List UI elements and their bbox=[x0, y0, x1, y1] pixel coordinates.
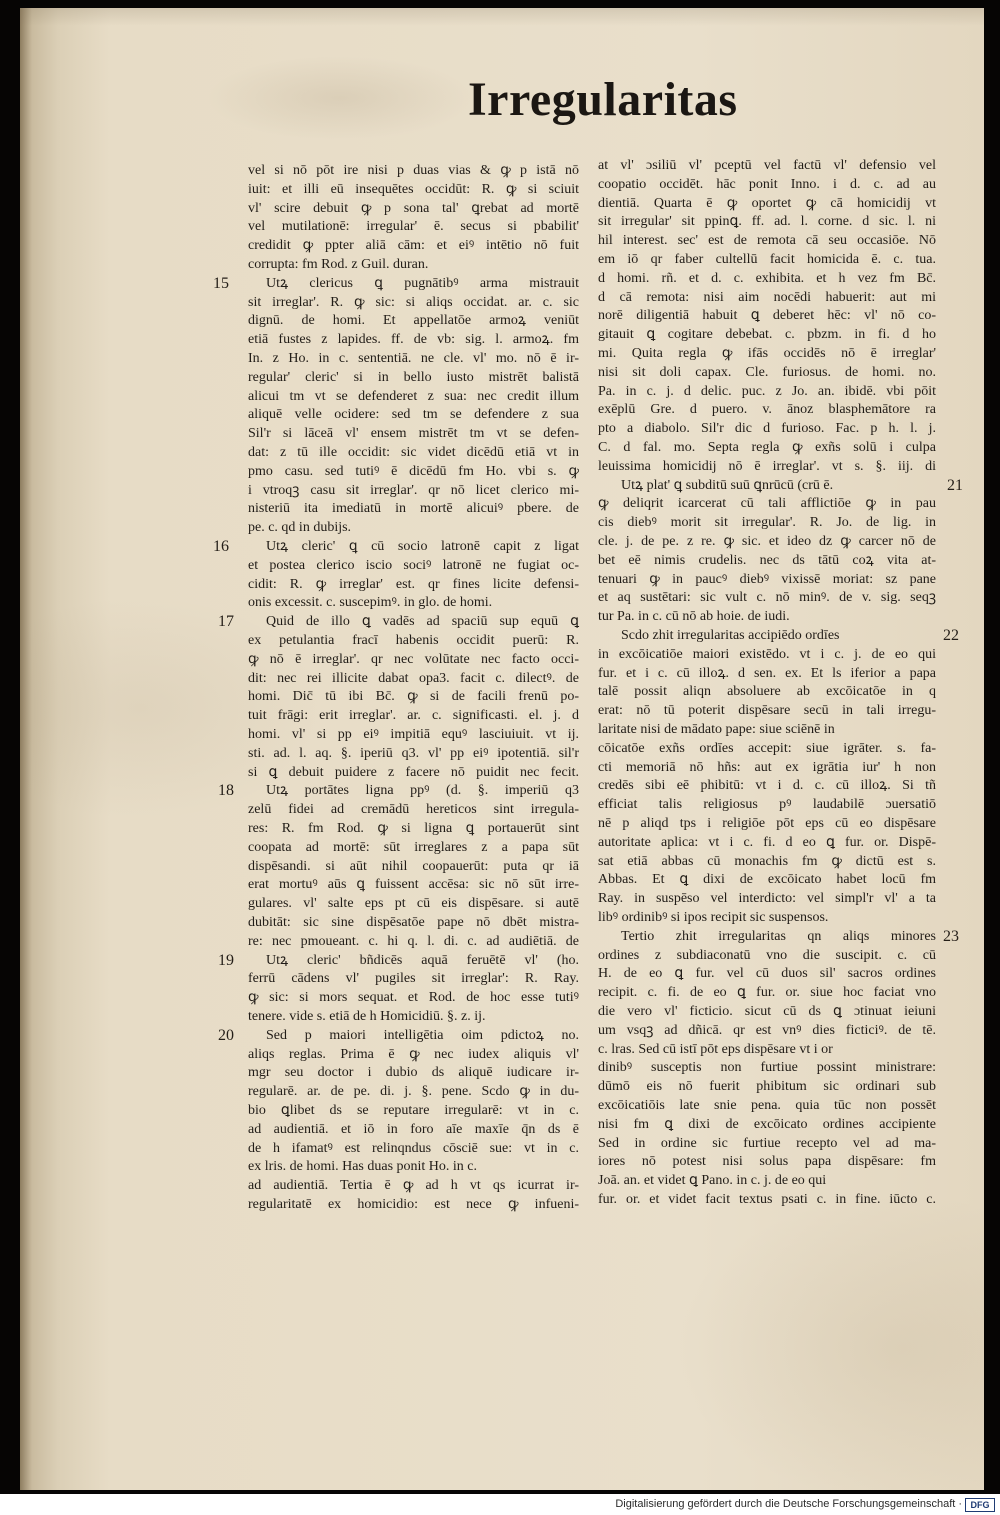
line-text: iores nō potest nisi solus papa dispēsare: fm bbox=[598, 1154, 936, 1170]
line-text: bet eē nimis crudelis. nec ds tātū coꝝ vita at- bbox=[598, 552, 936, 568]
text-line bbox=[248, 482, 580, 501]
text-line bbox=[248, 933, 580, 952]
line-text: dispēsandi. si aūt nihil coopauerūt: puta qr iā bbox=[248, 858, 579, 874]
text-line bbox=[598, 815, 937, 834]
text-line bbox=[248, 1046, 580, 1065]
text-line bbox=[598, 1191, 937, 1210]
text-line bbox=[248, 275, 580, 294]
text-line bbox=[598, 514, 937, 533]
text-line bbox=[248, 726, 580, 745]
text-line bbox=[248, 651, 580, 670]
text-line bbox=[248, 463, 580, 482]
margin-number: 20 bbox=[218, 1027, 234, 1044]
text-line bbox=[598, 777, 937, 796]
text-line bbox=[598, 495, 937, 514]
text-line bbox=[598, 1003, 937, 1022]
line-text: de h ifamatꝰ est relinqndus cōsciē sue: vt in c. bbox=[248, 1140, 579, 1156]
text-column-left bbox=[248, 162, 580, 1215]
line-text: Scdo zhit irregularitas accipiēdo ordīes bbox=[621, 628, 840, 643]
text-line bbox=[248, 237, 580, 256]
text-line bbox=[248, 782, 580, 801]
line-text: onis excessit. c. suscepimꝰ. in glo. de homi. bbox=[248, 595, 493, 611]
text-line bbox=[598, 1116, 937, 1135]
text-line bbox=[248, 1008, 580, 1027]
line-text: fur. et i c. cū illoꝝ. d sen. ex. Et ls iferior a papa bbox=[598, 665, 936, 681]
text-line bbox=[248, 425, 580, 444]
line-text: coopata ad mortē: sūt irreglares z a papa sūt bbox=[248, 839, 579, 855]
line-text: Utꝝ clericus ꝗ pugnātibꝰ arma mistrauit bbox=[266, 275, 579, 291]
footer-separator: · bbox=[958, 1498, 962, 1510]
line-text: gitauit ꝗ cogitare debebat. c. pbzm. in fi. d ho bbox=[598, 327, 936, 343]
text-line bbox=[598, 853, 937, 872]
text-line bbox=[248, 1027, 580, 1046]
text-line bbox=[598, 1022, 937, 1041]
text-line bbox=[248, 952, 580, 971]
text-line bbox=[248, 181, 580, 200]
text-line bbox=[248, 1121, 580, 1140]
text-line bbox=[598, 683, 937, 702]
line-text: exēplū Gre. d puero. v. ānoz blasphemātore ra bbox=[598, 402, 936, 418]
text-line bbox=[248, 331, 580, 350]
text-line bbox=[248, 801, 580, 820]
text-line bbox=[598, 307, 937, 326]
text-line bbox=[248, 557, 580, 576]
text-line bbox=[248, 388, 580, 407]
text-line bbox=[598, 740, 937, 759]
line-text: ꝙ deliqrit icarcerat cū tali afflictiōe ꝙ in pau bbox=[598, 496, 936, 512]
text-line bbox=[598, 646, 937, 665]
line-text: efficiat talis religiosus pꝰ laudabilē ɔuersatiō bbox=[598, 797, 936, 813]
text-line bbox=[248, 839, 580, 858]
text-line bbox=[598, 965, 937, 984]
line-text: libꝰ ordinibꝰ si ipos recipit sic suspensos. bbox=[598, 910, 829, 925]
line-text: hil interest. sec' est de remota cā seu occasiōe. Nō bbox=[598, 233, 936, 249]
line-text: dūmō eis nō fuerit phibitum sic ordinari sub bbox=[598, 1079, 936, 1095]
line-text: dinibꝰ susceptis non furtiue possint ministrare: bbox=[598, 1060, 936, 1076]
line-text: tuit frāgi: erit irreglar'. ar. c. significasti. el. j. d bbox=[248, 708, 579, 724]
text-line bbox=[598, 1041, 937, 1060]
text-line bbox=[248, 538, 580, 557]
line-text: mi. Quita regla ꝙ ifās occidēs nō ē irreglar' bbox=[598, 346, 936, 361]
line-text: pto a diabolo. Sil'r dic d furioso. Fac. p h. l. j. bbox=[598, 421, 936, 437]
text-line bbox=[598, 834, 937, 853]
footer-credit-text: Digitalisierung gefördert durch die Deutsche Forschungsgemeinschaft bbox=[615, 1498, 956, 1510]
line-text: vel si nō pōt ire nisi p duas vias & ꝙ p istā nō bbox=[248, 163, 579, 178]
line-text: ad audientiā. Tertia ē ꝙ ad h vt qs icurrat ir- bbox=[248, 1178, 579, 1194]
text-line bbox=[598, 1153, 937, 1172]
text-line bbox=[598, 552, 937, 571]
line-text: ferrū cādens vl' pugiles sit irreglar': R. Ray. bbox=[248, 971, 579, 987]
line-text: alicui tm vt se defenderet z sua: nec credit illum bbox=[248, 388, 579, 404]
line-text: et postea clerico iscio sociꝰ latronē ne fugiat oc- bbox=[248, 557, 579, 573]
margin-number: 21 bbox=[947, 477, 963, 494]
line-text: regularitatē ex homicidio: est nece ꝙ infueni- bbox=[248, 1197, 579, 1212]
line-text: Sed in ordine sic furtiue recepto vel ad ma- bbox=[598, 1135, 936, 1151]
line-text: etiā fustes z lapides. ff. de vb: sig. l. armoꝝ. fm bbox=[248, 332, 579, 348]
text-line bbox=[598, 477, 937, 496]
line-text: zelū fidei ad cremādū hereticos sint irregula- bbox=[248, 802, 579, 818]
text-line bbox=[248, 162, 580, 181]
text-line bbox=[598, 401, 937, 420]
line-text: tenuari ꝙ in paucꝰ diebꝰ vixissē moriat: sz pane bbox=[598, 571, 936, 587]
line-text: Joā. an. et videt ꝗ Pano. in c. j. de eo qui bbox=[598, 1173, 827, 1189]
text-line bbox=[248, 1140, 580, 1159]
text-line bbox=[248, 294, 580, 313]
text-line bbox=[598, 608, 937, 627]
line-text: In. z Ho. in c. sententiā. ne cle. vl' mo. nō ē ir- bbox=[248, 351, 579, 366]
line-text: Utꝝ cleric' ꝗ cū socio latronē capit z ligat bbox=[266, 539, 579, 554]
text-line bbox=[598, 157, 937, 176]
line-text: Utꝝ portātes ligna ppꝰ (d. §. imperiū q3 bbox=[266, 783, 579, 799]
text-line bbox=[598, 420, 937, 439]
line-text: excōicatiōis late snie pena. quia tūc non possēt bbox=[598, 1098, 936, 1113]
text-line bbox=[248, 369, 580, 388]
text-line bbox=[598, 721, 937, 740]
line-text: nisi fm ꝗ dixi de excōicato ordines accipiente bbox=[598, 1116, 936, 1132]
line-text: aliqs reglas. Prima ē ꝙ nec iudex aliquis vl' bbox=[248, 1046, 579, 1062]
text-line bbox=[248, 707, 580, 726]
line-text: in excōicatiōe maiori existēdo. vt i c. j. de eo qui bbox=[598, 646, 936, 662]
line-text: cōicatōe exñs ordīes accepit: siue igrāter. s. fa- bbox=[598, 740, 936, 756]
line-text: cle. j. de pe. z re. ꝙ sic. et ideo dz ꝙ carcer nō de bbox=[598, 534, 936, 549]
text-line bbox=[598, 213, 937, 232]
text-line bbox=[248, 312, 580, 331]
line-text: res: R. fm Rod. ꝙ si ligna ꝗ portauerūt sint bbox=[248, 821, 579, 836]
line-text: nē p aliqd tps i religiōe pōt eps cū eo dispēsare bbox=[598, 816, 936, 831]
line-text: Utꝝ cleric' bñdicēs aquā feruētē vl' (ho. bbox=[266, 952, 579, 968]
text-line bbox=[248, 256, 580, 275]
line-text: mgr seu doctor i dubio ds aliquē iudicare ir- bbox=[248, 1065, 579, 1081]
line-text: homi. vl' si pp eiꝰ impitiā equꝰ lasciuiuit. vt ij. bbox=[248, 727, 579, 742]
line-text: regularē. ar. de pe. di. j. §. pene. Scdo ꝙ in du- bbox=[248, 1084, 579, 1100]
text-line bbox=[598, 665, 937, 684]
text-line bbox=[248, 594, 580, 613]
text-line bbox=[248, 1177, 580, 1196]
line-text: sit irregular' sit ppinꝗ. ff. ad. l. corne. d sic. l. ni bbox=[598, 214, 936, 230]
line-text: d cā remota: nisi aim nocēdi habuerit: aut mi bbox=[598, 289, 936, 305]
margin-number: 15 bbox=[213, 275, 229, 292]
line-text: aliquē velle ocidere: sed tm se defendere z sua bbox=[248, 407, 579, 423]
line-text: C. d fal. mo. Septa regla ꝙ exñs solū i culpa bbox=[598, 440, 936, 455]
line-text: H. de eo ꝗ fur. vel cū duos sil' sacros ordines bbox=[598, 966, 936, 982]
line-text: dat: z tū ille occidit: sic videt dicēdū etiā vt in bbox=[248, 445, 579, 460]
line-text: Tertio zhit irregularitas qn aliqs minores bbox=[621, 928, 936, 944]
line-text: erat: nō tū poterit dispēsare secū in tali irregu- bbox=[598, 703, 936, 719]
line-text: cidit: R. ꝙ irreglar' est. qr fines licite defensi- bbox=[248, 576, 579, 592]
text-line bbox=[598, 909, 937, 928]
text-line bbox=[248, 670, 580, 689]
line-text: at vl' ɔsiliū vl' pceptū vel factū vl' defensio vel bbox=[598, 158, 936, 173]
text-line bbox=[248, 444, 580, 463]
line-text: gulares. vl' salte eps pt cū eis dispēsare. si autē bbox=[248, 896, 579, 912]
line-text: sti. ad. l. aq. §. iperiū q3. vl' pp eiꝰ ipotentiā. sil'r bbox=[248, 745, 579, 761]
line-text: ordines z subdiaconatū vno die suscipit. c. cū bbox=[598, 947, 936, 963]
line-text: recipit. c. fi. de eo ꝗ fur. or. siue hoc faciat vno bbox=[598, 985, 936, 1001]
line-text: Sil'r si lāceā vl' ensem mistrēt tm vt se defen- bbox=[248, 426, 579, 442]
text-line bbox=[248, 989, 580, 1008]
text-line bbox=[248, 200, 580, 219]
text-line bbox=[248, 820, 580, 839]
text-line bbox=[598, 796, 937, 815]
text-line bbox=[598, 984, 937, 1003]
text-line bbox=[598, 326, 937, 345]
line-text: talē possit aliqn absoluere ab excōicatōe in q bbox=[598, 684, 936, 700]
text-line bbox=[598, 270, 937, 289]
margin-number: 17 bbox=[218, 613, 234, 630]
text-line bbox=[598, 1172, 937, 1191]
line-text: em iō qr faber cultellū facit homicida ē. c. tua. bbox=[598, 252, 936, 267]
line-text: re: nec pmoueant. c. hi q. l. di. c. ad audiētiā. de bbox=[248, 933, 579, 949]
line-text: ꝙ nō ē irreglar'. qr nec volūtate nec facto occi- bbox=[248, 651, 579, 667]
line-text: bio ꝗlibet ds se reputare irregularē: vt in c. bbox=[248, 1103, 579, 1118]
line-text: sit irreglar'. R. ꝙ sic: si aliqs occidat. ar. c. sic bbox=[248, 294, 579, 310]
text-line bbox=[248, 970, 580, 989]
text-line bbox=[598, 458, 937, 477]
line-text: fur. or. et videt facit textus psati c. in fine. iūcto c. bbox=[598, 1192, 936, 1207]
text-line bbox=[248, 1064, 580, 1083]
text-line bbox=[598, 251, 937, 270]
text-line bbox=[248, 914, 580, 933]
text-line bbox=[248, 764, 580, 783]
text-line bbox=[598, 571, 937, 590]
line-text: autoritate aplica: vt i c. fi. d eo ꝗ fur. or. Dispē- bbox=[598, 834, 936, 850]
line-text: dientiā. Quarta ē ꝙ oportet ꝙ cā homicidij vt bbox=[598, 195, 936, 211]
text-line bbox=[598, 928, 937, 947]
line-text: ex petulantia fracī habenis occidit puerū: R. bbox=[248, 633, 579, 648]
text-line bbox=[248, 519, 580, 538]
text-line bbox=[248, 858, 580, 877]
line-text: dignū. de homi. Et appellatōe armoꝝ veniūt bbox=[248, 313, 579, 329]
margin-number: 19 bbox=[218, 952, 234, 969]
line-text: tur Pa. in c. cū nō ab hoie. de iudi. bbox=[598, 609, 790, 625]
line-text: corrupta: fm Rod. z Guil. duran. bbox=[248, 257, 429, 272]
text-line bbox=[598, 195, 937, 214]
line-text: vel mutilationē: irregular' ē. secus si pbabilit' bbox=[248, 219, 579, 235]
margin-number: 22 bbox=[943, 627, 959, 644]
text-line bbox=[598, 439, 937, 458]
text-line bbox=[598, 345, 937, 364]
book-page bbox=[20, 8, 984, 1490]
margin-number: 16 bbox=[213, 538, 229, 555]
line-text: d homi. rñ. et d. c. exhibita. et h vez fm Bc̄. bbox=[598, 270, 936, 286]
text-line bbox=[598, 232, 937, 251]
margin-number: 18 bbox=[218, 782, 234, 799]
text-line bbox=[248, 218, 580, 237]
dfg-logo: DFG bbox=[965, 1498, 995, 1512]
line-text: nisi sit doli capax. Cle. furiosus. de homi. no. bbox=[598, 364, 936, 380]
line-text: pe. c. qd in dubijs. bbox=[248, 520, 352, 536]
text-line bbox=[598, 947, 937, 966]
text-line bbox=[248, 876, 580, 895]
text-line bbox=[248, 1102, 580, 1121]
text-line bbox=[598, 702, 937, 721]
line-text: credēs sibi eē phibitū: vt i d. c. cū illoꝝ. Si tñ bbox=[598, 778, 936, 794]
text-line bbox=[598, 364, 937, 383]
line-text: nisteriū ita imediatū in mortē alicuiꝰ pbere. de bbox=[248, 501, 579, 517]
margin-number: 23 bbox=[943, 928, 959, 945]
line-text: c. lras. Sed cū istī pōt eps dispēsare vt i or bbox=[598, 1041, 833, 1057]
line-text: sat etiā abbas cū monachis fm ꝙ dictū est s. bbox=[598, 853, 936, 869]
line-text: iuit: et illi eū insequētes occidūt: R. ꝙ si sciuit bbox=[248, 181, 579, 197]
text-line bbox=[598, 289, 937, 308]
line-text: coopatio occidēt. hāc ponit Inno. i d. c. ad au bbox=[598, 176, 936, 192]
line-text: cis diebꝰ morit sit irregular'. R. Jo. de lig. in bbox=[598, 515, 936, 531]
line-text: laritate nisi de mādato pape: siue sciēnē in bbox=[598, 722, 835, 737]
text-line bbox=[248, 1196, 580, 1215]
page-title: Irregularitas bbox=[468, 73, 738, 126]
line-text: Abbas. Et ꝗ dixi de excōicato habet locū fm bbox=[598, 872, 936, 888]
text-line bbox=[248, 613, 580, 632]
text-line bbox=[248, 350, 580, 369]
footer-credit bbox=[615, 1498, 962, 1511]
footer-bar bbox=[0, 1494, 1000, 1515]
text-line bbox=[248, 1083, 580, 1102]
text-line bbox=[248, 576, 580, 595]
line-text: regular' cleric' si in bello iusto mistrēt balistā bbox=[248, 369, 579, 385]
line-text: erat mortuꝰ aūs ꝗ fuissent accēsa: sic nō sūt irre- bbox=[248, 877, 579, 893]
text-line bbox=[598, 533, 937, 552]
line-text: cti memoriā nō hñs: aut ex igrātia iur' h non bbox=[598, 759, 936, 775]
line-text: Utꝝ plat' ꝗ subditū suū ꝗnrūcū (crū ē. bbox=[621, 477, 834, 493]
line-text: et aq sustētari: sic vult c. nō minꝰ. de v. sig. seqꝫ bbox=[598, 590, 936, 606]
line-text: dubitāt: sic sine dispēsatōe pape nō dbēt mistra- bbox=[248, 915, 579, 930]
text-line bbox=[598, 627, 937, 646]
line-text: Ray. in suspēso vel interdicto: vel simpl'r vl' a ta bbox=[598, 891, 936, 907]
text-line bbox=[248, 406, 580, 425]
line-text: pmo casu. sed tutiꝰ ē dicēdū fm Ho. vbi s. ꝙ bbox=[248, 463, 579, 479]
text-line bbox=[598, 1059, 937, 1078]
line-text: Pa. in c. j. d delic. puc. z Jo. an. ibidē. vbi pōit bbox=[598, 383, 936, 399]
line-text: credidit ꝙ ppter aliā cām: et eiꝰ intētio nō fuit bbox=[248, 238, 579, 254]
text-line bbox=[598, 176, 937, 195]
line-text: ꝙ sic: si mors sequat. et Rod. de hoc esse tutiꝰ bbox=[248, 990, 579, 1006]
line-text: i vtroqꝫ casu sit irreglar'. qr nō licet clerico mi- bbox=[248, 482, 579, 498]
text-line bbox=[598, 383, 937, 402]
text-line bbox=[598, 759, 937, 778]
text-line bbox=[248, 895, 580, 914]
text-line bbox=[248, 688, 580, 707]
text-line bbox=[598, 1135, 937, 1154]
line-text: si ꝗ debuit puidere z facere nō puidit nec fecit. bbox=[248, 764, 579, 780]
text-line bbox=[248, 632, 580, 651]
text-line bbox=[598, 589, 937, 608]
line-text: um vsqꝫ ad dñicā. qr est vnꝰ dies ficticiꝰ. de tē. bbox=[598, 1022, 936, 1038]
text-line bbox=[598, 890, 937, 909]
line-text: Quid de illo ꝗ vadēs ad spaciū sup equū ꝗ bbox=[266, 614, 579, 630]
line-text: leuissima homicidij nō ē irreglar'. vt s. §. iij. di bbox=[598, 458, 936, 474]
line-text: ad audientiā. et iō in foro aīe maxīe q̄n ds ē bbox=[248, 1121, 579, 1137]
text-line bbox=[598, 1078, 937, 1097]
line-text: die vero vl' ficticio. sicut cū ds ꝗ ɔtinuat ieiuni bbox=[598, 1004, 936, 1019]
line-text: homi. Dic̄ tū ibi Bc̄. ꝙ si de facili frenū po- bbox=[248, 689, 579, 705]
text-line bbox=[248, 500, 580, 519]
text-line bbox=[248, 1158, 580, 1177]
line-text: dit: nec rei illicite dabat opa3. facit c. dilectꝰ. de bbox=[248, 670, 579, 686]
text-line bbox=[248, 745, 580, 764]
text-line bbox=[598, 1097, 937, 1116]
line-text: ex lris. de homi. Has duas ponit Ho. in c. bbox=[248, 1159, 478, 1175]
line-text: tenere. vide s. etiā de h Homicidiū. §. z. ij. bbox=[248, 1009, 486, 1024]
line-text: norē diligentiā habuit ꝗ deberet hēc: vl' nō co- bbox=[598, 308, 936, 324]
line-text: vl' scire debuit ꝙ p sona tal' ꝗrebat ad mortē bbox=[248, 200, 579, 216]
text-column-right bbox=[598, 157, 937, 1210]
text-line bbox=[598, 871, 937, 890]
line-text: Sed p maiori intelligētia oim pdictoꝝ no. bbox=[266, 1027, 579, 1043]
